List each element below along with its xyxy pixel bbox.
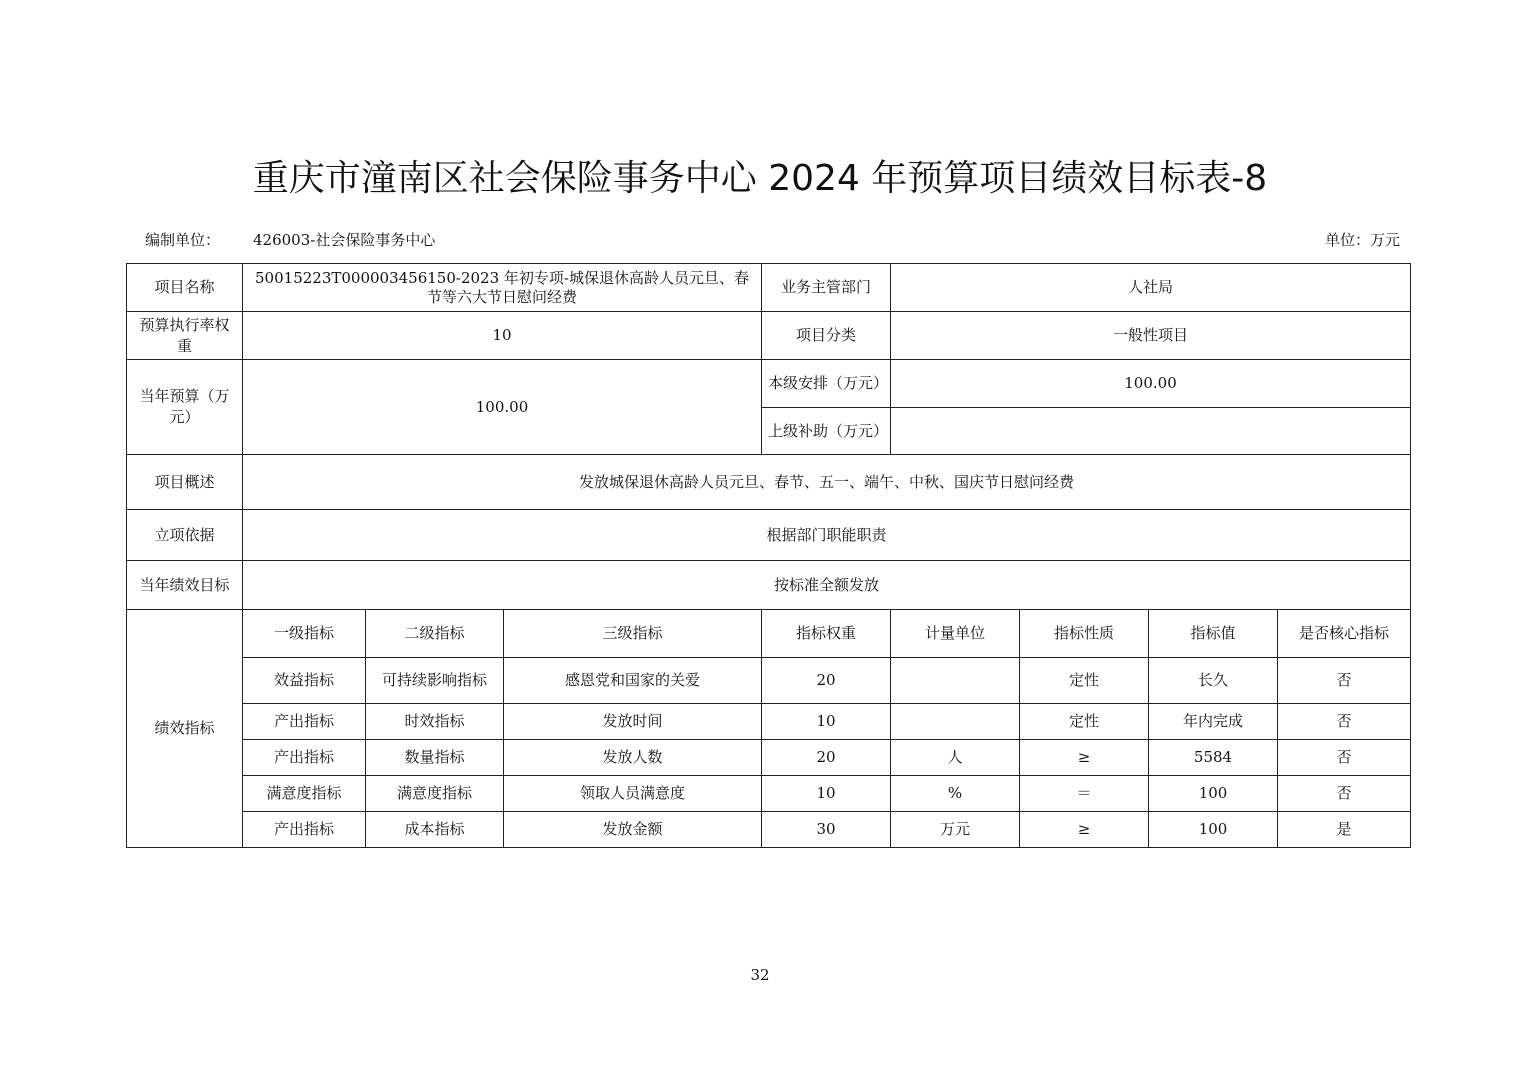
header-level1: 一级指标 (243, 610, 366, 658)
unit-value: 426003-社会保险事务中心 (253, 231, 436, 249)
row-rate (127, 312, 1411, 360)
cell-level1: 产出指标 (243, 812, 366, 848)
cell-level2: 可持续影响指标 (366, 658, 504, 704)
row-budget (127, 360, 1411, 408)
cell-level2: 成本指标 (366, 812, 504, 848)
cell-value: 5584 (1149, 740, 1278, 776)
cell-value: 年内完成 (1149, 704, 1278, 740)
upper-label: 上级补助（万元） (762, 408, 891, 455)
local-label: 本级安排（万元） (762, 360, 891, 408)
cell-core: 否 (1278, 776, 1411, 812)
cell-unit: 人 (891, 740, 1020, 776)
cell-unit (891, 658, 1020, 704)
cell-level3: 发放金额 (504, 812, 762, 848)
cell-level1: 效益指标 (243, 658, 366, 704)
indicator-row (127, 704, 1411, 740)
cell-value: 100 (1149, 812, 1278, 848)
cell-level1: 产出指标 (243, 740, 366, 776)
basis-value: 根据部门职能职责 (243, 510, 1411, 561)
project-name-value: 50015223T000003456150-2023 年初专项-城保退休高龄人员元旦、春节等六大节日慰问经费 (243, 264, 762, 312)
indicator-row (127, 740, 1411, 776)
row-basis (127, 510, 1411, 561)
cell-weight: 10 (762, 776, 891, 812)
cell-core: 否 (1278, 704, 1411, 740)
cell-nature: ≥ (1020, 740, 1149, 776)
header-weight: 指标权重 (762, 610, 891, 658)
indicator-header-row (127, 610, 1411, 658)
cell-weight: 30 (762, 812, 891, 848)
cell-level1: 满意度指标 (243, 776, 366, 812)
cell-unit (891, 704, 1020, 740)
cell-level1: 产出指标 (243, 704, 366, 740)
cell-core: 是 (1278, 812, 1411, 848)
header-value: 指标值 (1149, 610, 1278, 658)
overview-label: 项目概述 (127, 455, 243, 510)
cell-level3: 发放时间 (504, 704, 762, 740)
upper-value (891, 408, 1411, 455)
cell-value: 100 (1149, 776, 1278, 812)
cell-level3: 领取人员满意度 (504, 776, 762, 812)
cell-level3: 发放人数 (504, 740, 762, 776)
header-level2: 二级指标 (366, 610, 504, 658)
basis-label: 立项依据 (127, 510, 243, 561)
rate-value: 10 (243, 312, 762, 360)
indicator-row (127, 812, 1411, 848)
cell-unit: 万元 (891, 812, 1020, 848)
header-core: 是否核心指标 (1278, 610, 1411, 658)
cell-nature: ＝ (1020, 776, 1149, 812)
page-title: 重庆市潼南区社会保险事务中心 2024 年预算项目绩效目标表-8 (252, 158, 1268, 199)
category-label: 项目分类 (762, 312, 891, 360)
goal-label: 当年绩效目标 (127, 561, 243, 610)
cell-level2: 满意度指标 (366, 776, 504, 812)
budget-value: 100.00 (243, 360, 762, 455)
dept-value: 人社局 (891, 264, 1411, 312)
indicator-row (127, 776, 1411, 812)
row-project-name (127, 264, 1411, 312)
project-name-label: 项目名称 (127, 264, 243, 312)
cell-level3: 感恩党和国家的关爱 (504, 658, 762, 704)
cell-nature: ≥ (1020, 812, 1149, 848)
cell-level2: 数量指标 (366, 740, 504, 776)
header-nature: 指标性质 (1020, 610, 1149, 658)
cell-unit: % (891, 776, 1020, 812)
indicators-section-label: 绩效指标 (127, 610, 243, 848)
overview-value: 发放城保退休高龄人员元旦、春节、五一、端午、中秋、国庆节日慰问经费 (243, 455, 1411, 510)
cell-weight: 20 (762, 658, 891, 704)
currency-unit: 单位：万元 (1324, 231, 1400, 249)
budget-label: 当年预算（万元） (127, 360, 243, 455)
cell-weight: 20 (762, 740, 891, 776)
cell-nature: 定性 (1020, 704, 1149, 740)
row-overview (127, 455, 1411, 510)
page-number: 32 (750, 966, 770, 984)
category-value: 一般性项目 (891, 312, 1411, 360)
performance-table (126, 263, 1411, 848)
cell-value: 长久 (1149, 658, 1278, 704)
cell-nature: 定性 (1020, 658, 1149, 704)
row-goal (127, 561, 1411, 610)
indicator-row (127, 658, 1411, 704)
goal-value: 按标准全额发放 (243, 561, 1411, 610)
rate-label: 预算执行率权重 (127, 312, 243, 360)
unit-label: 编制单位： (145, 231, 221, 249)
local-value: 100.00 (891, 360, 1411, 408)
cell-weight: 10 (762, 704, 891, 740)
header-unit: 计量单位 (891, 610, 1020, 658)
cell-core: 否 (1278, 658, 1411, 704)
dept-label: 业务主管部门 (762, 264, 891, 312)
cell-level2: 时效指标 (366, 704, 504, 740)
cell-core: 否 (1278, 740, 1411, 776)
header-level3: 三级指标 (504, 610, 762, 658)
